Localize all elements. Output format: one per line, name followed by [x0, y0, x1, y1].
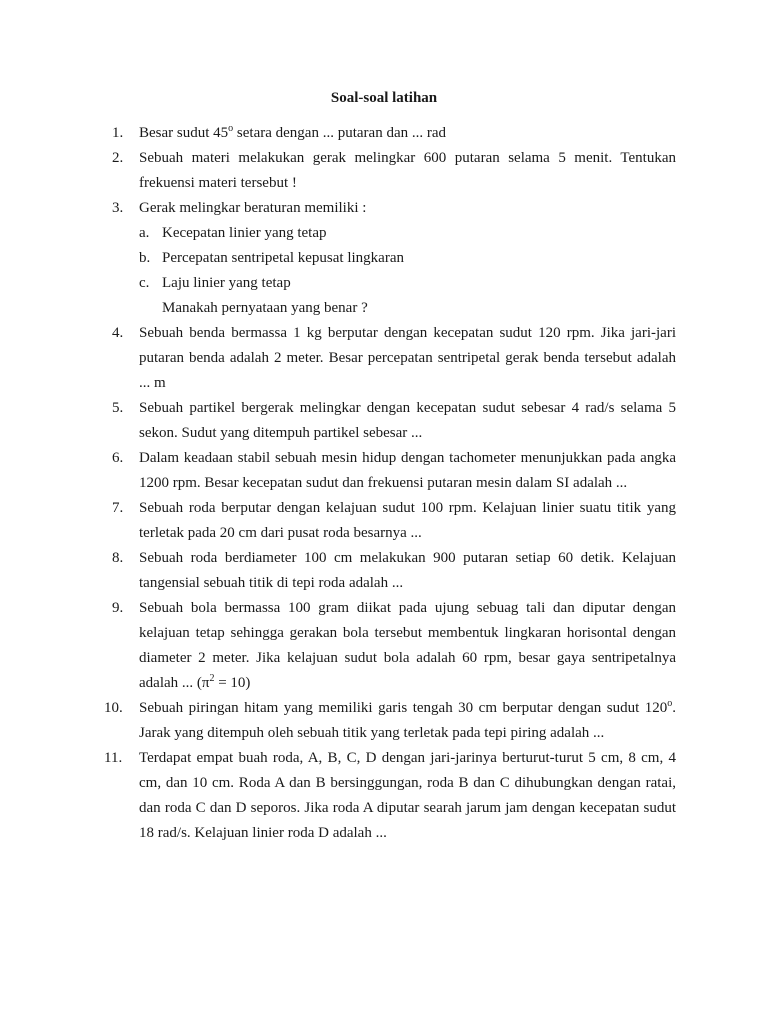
question-text: Gerak melingkar beraturan memiliki : — [139, 200, 367, 216]
question-text: Sebuah piringan hitam yang memiliki garis tengah 30 cm berputar dengan sudut 120$^o$. Jarak yang ditempuh oleh sebuah titik yang terletak pada tepi piring adalah ... — [139, 698, 676, 741]
question-number: 11. — [104, 750, 123, 766]
question-number: 5. — [112, 400, 124, 416]
question-6 — [112, 446, 676, 496]
question-number: 10. — [104, 700, 123, 716]
question-number: 3. — [112, 200, 124, 216]
option-text: Laju linier yang tetap — [162, 275, 291, 291]
option-letter: a. — [139, 225, 150, 241]
question-text: Dalam keadaan stabil sebuah mesin hidup dengan tachometer menunjukkan pada angka 1200 rpm. Besar kecepatan sudut dan frekuensi putaran mesin dalam SI adalah ... — [139, 450, 676, 491]
question-text: Sebuah partikel bergerak melingkar dengan kecepatan sudut sebesar 4 rad/s selama 5 sekon. Sudut yang ditempuh partikel sebesar ... — [139, 400, 676, 441]
option-text: Percepatan sentripetal kepusat lingkaran — [162, 250, 404, 266]
question-2 — [112, 146, 676, 196]
question-number: 7. — [112, 500, 124, 516]
superscript: o — [228, 123, 234, 134]
question-5 — [112, 396, 676, 446]
question-3 — [112, 196, 676, 321]
question-text: Sebuah benda bermassa 1 kg berputar dengan kecepatan sudut 120 rpm. Jika jari-jari putaran benda adalah 2 meter. Besar percepatan sentripetal gerak benda tersebut adalah ... m — [139, 325, 676, 391]
option-item — [139, 246, 676, 271]
question-text: Sebuah roda berputar dengan kelajuan sudut 100 rpm. Kelajuan linier suatu titik yang terletak pada 20 cm dari pusat roda besarnya ... — [139, 500, 676, 541]
option-letter: c. — [139, 275, 150, 291]
question-text: Besar sudut 45$^o$ setara dengan ... putaran dan ... rad — [139, 123, 446, 141]
question-number: 4. — [112, 325, 124, 341]
superscript: o — [667, 698, 673, 709]
question-11 — [104, 746, 676, 846]
question-8 — [112, 546, 676, 596]
option-text: Kecepatan linier yang tetap — [162, 225, 327, 241]
question-number: 2. — [112, 150, 124, 166]
question-text: Terdapat empat buah roda, A, B, C, D dengan jari-jarinya berturut-turut 5 cm, 8 cm, 4 cm, dan 10 cm. Roda A dan B bersinggungan, roda B dan C dihubungkan dengan ratai, dan roda C dan D seporos. Jika roda A diputar searah jarum jam dengan kecepatan sudut 18 rad/s. Kelajuan linier roda D adalah ... — [139, 750, 676, 841]
page-title: Soal-soal latihan — [330, 90, 438, 106]
question-text: Sebuah materi melakukan gerak melingkar 600 putaran selama 5 menit. Tentukan frekuensi materi tersebut ! — [139, 150, 676, 191]
question-prompt: Manakah pernyataan yang benar ? — [162, 300, 368, 316]
question-number: 6. — [112, 450, 124, 466]
question-text: Sebuah roda berdiameter 100 cm melakukan 900 putaran setiap 60 detik. Kelajuan tangensial sebuah titik di tepi roda adalah ... — [139, 550, 676, 591]
question-4 — [112, 321, 676, 396]
question-text: Sebuah bola bermassa 100 gram diikat pada ujung sebuag tali dan diputar dengan kelajuan tetap sehingga gerakan bola tersebut membentuk lingkaran horisontal dengan diameter 2 meter. Jika kelajuan sudut bola adalah 60 rpm, besar gaya sentripetalnya adalah ... $(\pi^2 = 10)$ — [139, 600, 676, 691]
question-9 — [112, 596, 676, 696]
option-item — [139, 271, 676, 296]
question-number: 8. — [112, 550, 124, 566]
superscript: 2 — [209, 673, 215, 684]
option-list — [139, 221, 676, 296]
question-number: 1. — [112, 125, 124, 141]
option-letter: b. — [139, 250, 151, 266]
option-item — [139, 221, 676, 246]
question-7 — [112, 496, 676, 546]
question-10 — [104, 696, 676, 746]
question-1 — [112, 121, 676, 146]
question-list — [104, 121, 676, 846]
question-number: 9. — [112, 600, 124, 616]
